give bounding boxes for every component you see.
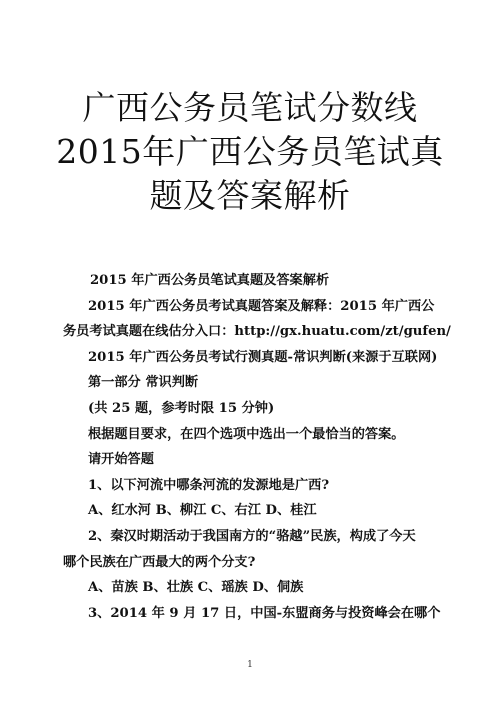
answer-options: A、红水河 B、柳江 C、右江 D、桂江 <box>88 503 317 519</box>
body-line: 2015 年广西公务员考试行测真题-常识判断(来源于互联网) <box>88 349 438 365</box>
question-line: 2、秦汉时期活动于我国南方的“骆越”民族，构成了今天 <box>88 528 416 544</box>
title-line-3: 题及答案解析 <box>149 176 351 215</box>
question-line: 3、2014 年 9 月 17 日，中国-东盟商务与投资峰会在哪个 <box>88 605 441 621</box>
page-number: 1 <box>247 660 253 670</box>
question-line: 哪个民族在广西最大的两个分支? <box>63 554 256 570</box>
body-line: (共 25 题，参考时限 15 分钟) <box>88 400 275 416</box>
body-line: 第一部分 常识判断 <box>88 375 199 391</box>
answer-options: A、苗族 B、壮族 C、瑶族 D、侗族 <box>88 580 304 596</box>
title-line-1: 广西公务员笔试分数线 <box>82 88 418 127</box>
body-line: 务员考试真题在线估分入口：http://gx.huatu.com/zt/gufen/ <box>63 324 451 340</box>
body-line: 2015 年广西公务员考试真题答案及解释：2015 年广西公 <box>88 298 435 314</box>
body-line: 请开始答题 <box>88 452 154 468</box>
question-line: 1、以下河流中哪条河流的发源地是广西? <box>88 477 330 493</box>
body-line: 根据题目要求，在四个选项中选出一个最恰当的答案。 <box>88 426 405 442</box>
document-body <box>63 268 451 626</box>
document-title <box>0 86 500 218</box>
title-line-2: 2015年广西公务员笔试真 <box>56 132 444 171</box>
body-line: 2015 年广西公务员笔试真题及答案解析 <box>90 273 330 288</box>
